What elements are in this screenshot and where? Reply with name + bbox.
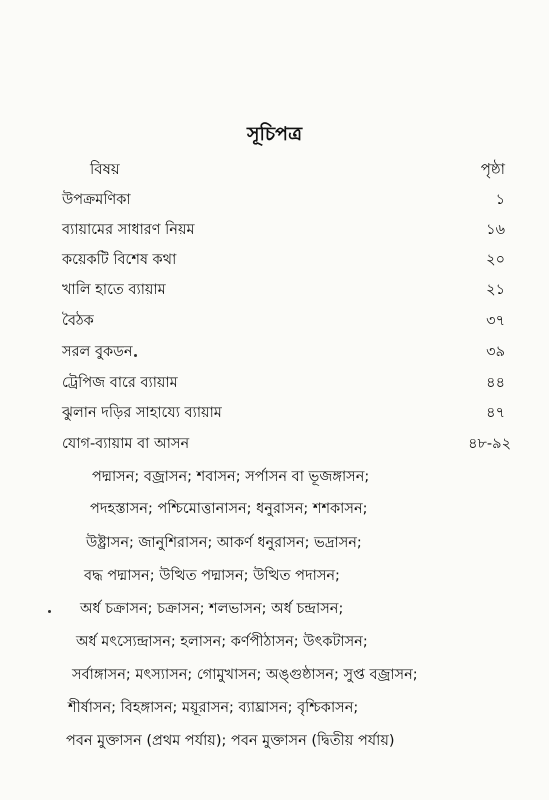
toc-entry-title: সরল বুকডন xyxy=(62,344,133,360)
toc-entry-page: ২১ xyxy=(486,282,505,298)
toc-entry-title: বৈঠক xyxy=(62,313,94,329)
toc-entry-title: ঝুলান দড়ির সাহায্যে ব্যায়াম xyxy=(62,405,222,421)
toc-entry-title: খালি হাতে ব্যায়াম xyxy=(62,282,166,298)
toc-entry xyxy=(62,402,505,426)
toc-entry-page: ১ xyxy=(495,192,505,208)
toc-entry xyxy=(62,189,505,213)
toc-entry-page: ২০ xyxy=(486,252,505,268)
toc-entry-title: ব্যায়ামের সাধারণ নিয়ম xyxy=(62,222,195,238)
asana-line: অর্ধ চক্রাসন; চক্রাসন; শলভাসন; অর্ধ চন্দ্রাসন; xyxy=(80,601,344,617)
subject-column-header: বিষয় xyxy=(90,160,120,178)
toc-entry-page: ১৬ xyxy=(486,222,505,238)
toc-entry xyxy=(62,279,505,303)
asana-line: অর্ধ মৎস্যেন্দ্রাসন; হলাসন; কর্ণপীঠাসন; উৎকটাসন; xyxy=(76,634,368,650)
toc-entry-page: ৪৭ xyxy=(486,405,505,421)
asana-line: বদ্ধ পদ্মাসন; উত্থিত পদ্মাসন; উত্থিত পদাসন; xyxy=(84,568,340,584)
toc-entry-page: ৩৯ xyxy=(486,344,505,360)
page-title: সূচিপত্র xyxy=(246,123,303,145)
asana-line: পদহস্তাসন; পশ্চিমোত্তানাসন; ধনুরাসন; শশকাসন; xyxy=(90,501,368,517)
page-column-header: পৃষ্ঠা xyxy=(480,160,505,178)
ink-speck xyxy=(48,610,51,613)
asana-line: পবন মুক্তাসন (প্রথম পর্যায়); পবন মুক্তাসন (দ্বিতীয় পর্যায়) xyxy=(66,733,395,749)
toc-entry xyxy=(62,341,505,365)
toc-entry xyxy=(62,433,511,457)
toc-entry-page: ৪৪ xyxy=(486,375,505,391)
toc-entry xyxy=(62,372,505,396)
asana-line: সর্বাঙ্গাসন; মৎস্যাসন; গোমুখাসন; অঙ্গুষ্ঠাসন; সুপ্ত বজ্রাসন; xyxy=(72,667,418,683)
toc-entry-title: ট্রেপিজ বারে ব্যায়াম xyxy=(62,375,178,391)
toc-entry-page: ৩৭ xyxy=(486,313,505,329)
toc-entry-title: কয়েকটি বিশেষ কথা xyxy=(62,252,177,268)
ink-speck xyxy=(134,354,137,357)
toc-entry-title: যোগ-ব্যায়াম বা আসন xyxy=(62,436,190,452)
toc-entry-page: ৪৮-৯২ xyxy=(468,436,511,452)
toc-entry xyxy=(62,310,505,334)
toc-entry xyxy=(62,219,505,243)
asana-line: পদ্মাসন; বজ্রাসন; শবাসন; সর্পাসন বা ভূজঙ্গাসন; xyxy=(92,469,370,485)
toc-entry-title: উপক্রমণিকা xyxy=(62,192,131,208)
asana-line: উষ্ট্রাসন; জানুশিরাসন; আকর্ণ ধনুরাসন; ভদ্রাসন; xyxy=(86,535,362,551)
asana-line: শীর্ষাসন; বিহঙ্গাসন; ময়ূরাসন; ব্যাঘ্রাসন; বৃশ্চিকাসন; xyxy=(68,700,359,716)
toc-entry xyxy=(62,249,505,273)
